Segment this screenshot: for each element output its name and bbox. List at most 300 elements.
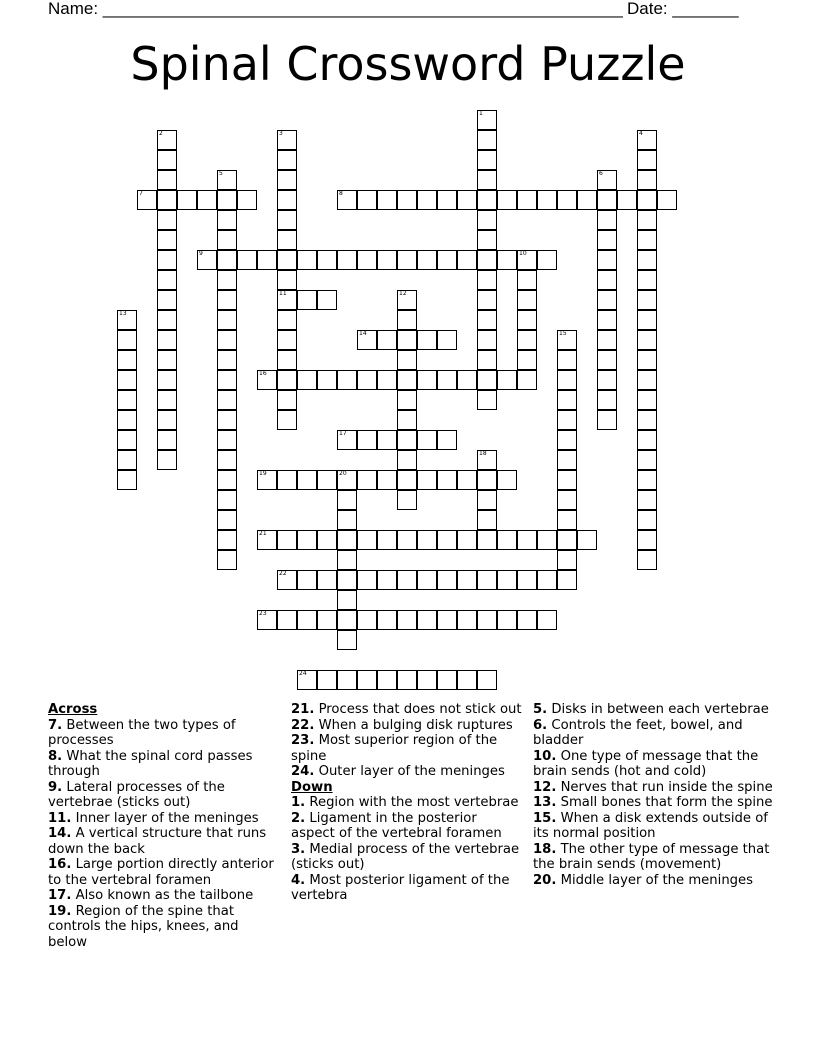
grid-cell[interactable] — [477, 130, 497, 150]
grid-cell[interactable] — [537, 250, 557, 270]
grid-cell[interactable] — [297, 250, 317, 270]
clue-number: 20 — [339, 470, 347, 477]
grid-cell[interactable] — [157, 190, 177, 210]
grid-cell[interactable] — [317, 470, 337, 490]
grid-cell[interactable] — [117, 310, 137, 330]
grid-cell[interactable] — [477, 110, 497, 130]
grid-cell[interactable] — [297, 290, 317, 310]
grid-cell[interactable] — [357, 670, 377, 690]
grid-cell[interactable] — [497, 470, 517, 490]
grid-cell[interactable] — [157, 210, 177, 230]
grid-cell[interactable] — [537, 190, 557, 210]
grid-cell[interactable] — [637, 490, 657, 510]
grid-cell[interactable] — [217, 230, 237, 250]
grid-cell[interactable] — [557, 330, 577, 350]
grid-cell[interactable] — [477, 470, 497, 490]
grid-cell[interactable] — [377, 670, 397, 690]
grid-cell[interactable] — [337, 570, 357, 590]
grid-cell[interactable] — [637, 530, 657, 550]
grid-cell[interactable] — [117, 430, 137, 450]
grid-cell[interactable] — [637, 410, 657, 430]
grid-cell[interactable] — [557, 570, 577, 590]
grid-cell[interactable] — [557, 450, 577, 470]
clue-number: 12 — [399, 290, 407, 297]
grid-cell[interactable] — [517, 330, 537, 350]
grid-cell[interactable] — [217, 210, 237, 230]
grid-cell[interactable] — [637, 550, 657, 570]
grid-cell[interactable] — [357, 190, 377, 210]
grid-cell[interactable] — [317, 370, 337, 390]
grid-cell[interactable] — [257, 370, 277, 390]
down-clue — [533, 811, 773, 842]
grid-cell[interactable] — [557, 190, 577, 210]
grid-cell[interactable] — [337, 590, 357, 610]
grid-cell[interactable] — [277, 290, 297, 310]
clue-text: Region of the spine that controls the hips, knees, and below — [48, 903, 239, 950]
grid-cell[interactable] — [437, 330, 457, 350]
grid-cell[interactable] — [217, 390, 237, 410]
grid-cell[interactable] — [517, 250, 537, 270]
grid-cell[interactable] — [357, 530, 377, 550]
grid-cell[interactable] — [397, 450, 417, 470]
grid-cell[interactable] — [397, 470, 417, 490]
grid-cell[interactable] — [377, 610, 397, 630]
grid-cell[interactable] — [437, 570, 457, 590]
grid-cell[interactable] — [437, 530, 457, 550]
grid-cell[interactable] — [377, 370, 397, 390]
grid-cell[interactable] — [437, 250, 457, 270]
grid-cell[interactable] — [477, 270, 497, 290]
grid-cell[interactable] — [277, 330, 297, 350]
grid-cell[interactable] — [277, 610, 297, 630]
grid-cell[interactable] — [217, 370, 237, 390]
grid-cell[interactable] — [217, 490, 237, 510]
grid-cell[interactable] — [397, 350, 417, 370]
grid-cell[interactable] — [397, 310, 417, 330]
grid-cell[interactable] — [377, 250, 397, 270]
grid-cell[interactable] — [397, 410, 417, 430]
grid-cell[interactable] — [157, 430, 177, 450]
grid-cell[interactable] — [257, 470, 277, 490]
grid-cell[interactable] — [217, 290, 237, 310]
date-field-label[interactable]: Date: _______ — [627, 0, 739, 18]
grid-cell[interactable] — [377, 470, 397, 490]
grid-cell[interactable] — [317, 250, 337, 270]
clue-number: 24 — [299, 670, 307, 677]
grid-cell[interactable] — [457, 370, 477, 390]
grid-cell[interactable] — [477, 350, 497, 370]
grid-cell[interactable] — [397, 390, 417, 410]
grid-cell[interactable] — [497, 250, 517, 270]
down-clue — [533, 780, 773, 796]
grid-cell[interactable] — [337, 630, 357, 650]
grid-cell[interactable] — [277, 310, 297, 330]
grid-cell[interactable] — [637, 170, 657, 190]
grid-cell[interactable] — [277, 410, 297, 430]
grid-cell[interactable] — [557, 470, 577, 490]
grid-cell[interactable] — [217, 170, 237, 190]
grid-cell[interactable] — [217, 450, 237, 470]
grid-cell[interactable] — [337, 510, 357, 530]
grid-cell[interactable] — [257, 250, 277, 270]
grid-cell[interactable] — [597, 210, 617, 230]
across-clue-list — [48, 718, 280, 951]
grid-cell[interactable] — [157, 150, 177, 170]
grid-cell[interactable] — [597, 310, 617, 330]
grid-cell[interactable] — [457, 570, 477, 590]
grid-cell[interactable] — [477, 530, 497, 550]
grid-cell[interactable] — [457, 250, 477, 270]
grid-cell[interactable] — [457, 610, 477, 630]
grid-cell[interactable] — [497, 570, 517, 590]
grid-cell[interactable] — [277, 530, 297, 550]
grid-cell[interactable] — [357, 470, 377, 490]
grid-cell[interactable] — [337, 370, 357, 390]
grid-cell[interactable] — [517, 370, 537, 390]
grid-cell[interactable] — [637, 390, 657, 410]
grid-cell[interactable] — [237, 190, 257, 210]
clue-number: 16. — [48, 857, 72, 872]
grid-cell[interactable] — [557, 350, 577, 370]
grid-cell[interactable] — [277, 350, 297, 370]
grid-cell[interactable] — [297, 530, 317, 550]
grid-cell[interactable] — [517, 310, 537, 330]
grid-cell[interactable] — [217, 190, 237, 210]
across-heading: Across — [48, 702, 98, 717]
down-clue-list-continued — [533, 702, 773, 888]
grid-cell[interactable] — [557, 430, 577, 450]
grid-cell[interactable] — [477, 150, 497, 170]
grid-cell[interactable] — [637, 150, 657, 170]
grid-cell[interactable] — [197, 190, 217, 210]
grid-cell[interactable] — [157, 290, 177, 310]
grid-cell[interactable] — [597, 290, 617, 310]
grid-cell[interactable] — [157, 130, 177, 150]
grid-cell[interactable] — [397, 290, 417, 310]
grid-cell[interactable] — [437, 430, 457, 450]
clue-number: 8. — [48, 748, 63, 764]
grid-cell[interactable] — [397, 570, 417, 590]
grid-cell[interactable] — [337, 530, 357, 550]
grid-cell[interactable] — [517, 190, 537, 210]
grid-cell[interactable] — [497, 190, 517, 210]
grid-cell[interactable] — [137, 190, 157, 210]
name-field-label[interactable]: Name: _______________________________________________________ — [48, 0, 623, 18]
grid-cell[interactable] — [357, 370, 377, 390]
grid-cell[interactable] — [517, 570, 537, 590]
grid-cell[interactable] — [417, 250, 437, 270]
grid-cell[interactable] — [577, 190, 597, 210]
grid-cell[interactable] — [637, 290, 657, 310]
grid-cell[interactable] — [557, 490, 577, 510]
grid-cell[interactable] — [517, 530, 537, 550]
grid-cell[interactable] — [417, 370, 437, 390]
grid-cell[interactable] — [397, 370, 417, 390]
grid-cell[interactable] — [337, 490, 357, 510]
grid-cell[interactable] — [377, 190, 397, 210]
clue-text: Medial process of the vertebrae (sticks out) — [291, 841, 520, 872]
grid-cell[interactable] — [277, 370, 297, 390]
clue-text: A vertical structure that runs down the back — [48, 826, 267, 857]
grid-cell[interactable] — [357, 570, 377, 590]
grid-cell[interactable] — [437, 470, 457, 490]
grid-cell[interactable] — [597, 230, 617, 250]
grid-cell[interactable] — [557, 550, 577, 570]
grid-cell[interactable] — [477, 490, 497, 510]
clue-number: 7 — [139, 190, 143, 197]
grid-cell[interactable] — [337, 430, 357, 450]
grid-cell[interactable] — [597, 390, 617, 410]
grid-cell[interactable] — [277, 210, 297, 230]
grid-cell[interactable] — [157, 270, 177, 290]
clue-number: 18 — [479, 450, 487, 457]
grid-cell[interactable] — [417, 430, 437, 450]
grid-cell[interactable] — [397, 530, 417, 550]
grid-cell[interactable] — [457, 470, 477, 490]
grid-cell[interactable] — [557, 410, 577, 430]
grid-cell[interactable] — [637, 270, 657, 290]
grid-cell[interactable] — [377, 570, 397, 590]
grid-cell[interactable] — [117, 390, 137, 410]
grid-cell[interactable] — [557, 530, 577, 550]
grid-cell[interactable] — [157, 230, 177, 250]
grid-cell[interactable] — [117, 330, 137, 350]
grid-cell[interactable] — [217, 330, 237, 350]
grid-cell[interactable] — [377, 330, 397, 350]
grid-cell[interactable] — [497, 530, 517, 550]
grid-cell[interactable] — [337, 610, 357, 630]
grid-cell[interactable] — [537, 530, 557, 550]
clue-text: Inner layer of the meninges — [71, 810, 259, 826]
grid-cell[interactable] — [557, 390, 577, 410]
grid-cell[interactable] — [417, 330, 437, 350]
grid-cell[interactable] — [197, 250, 217, 270]
grid-cell[interactable] — [157, 410, 177, 430]
grid-cell[interactable] — [597, 370, 617, 390]
grid-cell[interactable] — [637, 510, 657, 530]
grid-cell[interactable] — [477, 390, 497, 410]
grid-cell[interactable] — [417, 530, 437, 550]
grid-cell[interactable] — [317, 670, 337, 690]
grid-cell[interactable] — [637, 250, 657, 270]
grid-cell[interactable] — [257, 610, 277, 630]
grid-cell[interactable] — [317, 570, 337, 590]
grid-cell[interactable] — [217, 310, 237, 330]
grid-cell[interactable] — [417, 470, 437, 490]
grid-cell[interactable] — [597, 330, 617, 350]
grid-cell[interactable] — [597, 350, 617, 370]
grid-cell[interactable] — [457, 190, 477, 210]
grid-cell[interactable] — [177, 190, 197, 210]
clue-text: Nerves that run inside the spine — [556, 779, 773, 795]
grid-cell[interactable] — [157, 370, 177, 390]
grid-cell[interactable] — [637, 230, 657, 250]
grid-cell[interactable] — [537, 570, 557, 590]
grid-cell[interactable] — [477, 170, 497, 190]
grid-cell[interactable] — [277, 270, 297, 290]
grid-cell[interactable] — [257, 530, 277, 550]
grid-cell[interactable] — [157, 310, 177, 330]
clue-number: 20. — [533, 872, 557, 888]
grid-cell[interactable] — [477, 330, 497, 350]
grid-cell[interactable] — [217, 470, 237, 490]
grid-cell[interactable] — [157, 350, 177, 370]
grid-cell[interactable] — [337, 470, 357, 490]
grid-cell[interactable] — [297, 670, 317, 690]
grid-cell[interactable] — [217, 410, 237, 430]
grid-cell[interactable] — [277, 150, 297, 170]
grid-cell[interactable] — [637, 430, 657, 450]
grid-cell[interactable] — [477, 190, 497, 210]
grid-cell[interactable] — [437, 190, 457, 210]
grid-cell[interactable] — [117, 370, 137, 390]
grid-cell[interactable] — [477, 210, 497, 230]
grid-cell[interactable] — [237, 250, 257, 270]
grid-cell[interactable] — [477, 450, 497, 470]
grid-cell[interactable] — [217, 510, 237, 530]
grid-cell[interactable] — [477, 230, 497, 250]
across-clue — [291, 764, 523, 780]
grid-cell[interactable] — [597, 410, 617, 430]
grid-cell[interactable] — [597, 190, 617, 210]
grid-cell[interactable] — [157, 330, 177, 350]
grid-cell[interactable] — [297, 470, 317, 490]
grid-cell[interactable] — [277, 250, 297, 270]
grid-cell[interactable] — [517, 350, 537, 370]
grid-cell[interactable] — [637, 470, 657, 490]
grid-cell[interactable] — [277, 130, 297, 150]
grid-cell[interactable] — [217, 350, 237, 370]
grid-cell[interactable] — [637, 350, 657, 370]
grid-cell[interactable] — [317, 530, 337, 550]
grid-cell[interactable] — [377, 430, 397, 450]
grid-cell[interactable] — [397, 430, 417, 450]
grid-cell[interactable] — [597, 270, 617, 290]
grid-cell[interactable] — [517, 610, 537, 630]
grid-cell[interactable] — [217, 430, 237, 450]
grid-cell[interactable] — [357, 330, 377, 350]
grid-cell[interactable] — [477, 510, 497, 530]
grid-cell[interactable] — [637, 310, 657, 330]
grid-cell[interactable] — [477, 370, 497, 390]
grid-cell[interactable] — [637, 190, 657, 210]
grid-cell[interactable] — [117, 410, 137, 430]
grid-cell[interactable] — [637, 330, 657, 350]
grid-cell[interactable] — [517, 290, 537, 310]
grid-cell[interactable] — [217, 270, 237, 290]
grid-cell[interactable] — [157, 390, 177, 410]
grid-cell[interactable] — [277, 230, 297, 250]
grid-cell[interactable] — [317, 610, 337, 630]
grid-cell[interactable] — [157, 250, 177, 270]
grid-cell[interactable] — [377, 530, 397, 550]
grid-cell[interactable] — [437, 610, 457, 630]
clue-text: When a bulging disk ruptures — [314, 717, 513, 733]
grid-cell[interactable] — [397, 610, 417, 630]
grid-cell[interactable] — [277, 570, 297, 590]
grid-cell[interactable] — [557, 510, 577, 530]
grid-cell[interactable] — [297, 610, 317, 630]
clue-text: Between the two types of processes — [48, 717, 236, 748]
grid-cell[interactable] — [597, 250, 617, 270]
clue-number: 17 — [339, 430, 347, 437]
clue-text: Large portion directly anterior to the vertebral foramen — [48, 857, 274, 888]
grid-cell[interactable] — [337, 550, 357, 570]
grid-cell[interactable] — [577, 530, 597, 550]
grid-cell[interactable] — [417, 610, 437, 630]
grid-cell[interactable] — [477, 250, 497, 270]
grid-cell[interactable] — [477, 610, 497, 630]
grid-cell[interactable] — [557, 370, 577, 390]
grid-cell[interactable] — [417, 570, 437, 590]
grid-cell[interactable] — [297, 370, 317, 390]
grid-cell[interactable] — [537, 610, 557, 630]
grid-cell[interactable] — [117, 450, 137, 470]
grid-cell[interactable] — [357, 250, 377, 270]
grid-cell[interactable] — [397, 190, 417, 210]
grid-cell[interactable] — [457, 530, 477, 550]
grid-cell[interactable] — [617, 190, 637, 210]
down-clue — [533, 749, 773, 780]
grid-cell[interactable] — [477, 310, 497, 330]
grid-cell[interactable] — [297, 570, 317, 590]
grid-cell[interactable] — [477, 670, 497, 690]
grid-cell[interactable] — [637, 450, 657, 470]
grid-cell[interactable] — [117, 350, 137, 370]
grid-cell[interactable] — [477, 290, 497, 310]
grid-cell[interactable] — [497, 610, 517, 630]
grid-cell[interactable] — [277, 390, 297, 410]
grid-cell[interactable] — [457, 670, 477, 690]
grid-cell[interactable] — [217, 550, 237, 570]
grid-cell[interactable] — [277, 470, 297, 490]
clue-number: 5 — [219, 170, 223, 177]
grid-cell[interactable] — [417, 190, 437, 210]
grid-cell[interactable] — [397, 670, 417, 690]
grid-cell[interactable] — [637, 210, 657, 230]
grid-cell[interactable] — [277, 190, 297, 210]
grid-cell[interactable] — [417, 670, 437, 690]
grid-cell[interactable] — [117, 470, 137, 490]
grid-cell[interactable] — [337, 670, 357, 690]
grid-cell[interactable] — [157, 450, 177, 470]
grid-cell[interactable] — [437, 670, 457, 690]
grid-cell[interactable] — [637, 370, 657, 390]
grid-cell[interactable] — [357, 610, 377, 630]
down-clue — [291, 873, 523, 904]
clue-number: 22 — [279, 570, 287, 577]
grid-cell[interactable] — [397, 330, 417, 350]
grid-cell[interactable] — [357, 430, 377, 450]
grid-cell[interactable] — [217, 250, 237, 270]
grid-cell[interactable] — [637, 130, 657, 150]
grid-cell[interactable] — [317, 290, 337, 310]
grid-cell[interactable] — [397, 250, 417, 270]
grid-cell[interactable] — [217, 530, 237, 550]
grid-cell[interactable] — [157, 170, 177, 190]
grid-cell[interactable] — [337, 190, 357, 210]
grid-cell[interactable] — [437, 370, 457, 390]
clue-number: 14 — [359, 330, 367, 337]
grid-cell[interactable] — [497, 370, 517, 390]
grid-cell[interactable] — [657, 190, 677, 210]
grid-cell[interactable] — [517, 270, 537, 290]
grid-cell[interactable] — [597, 170, 617, 190]
grid-cell[interactable] — [337, 250, 357, 270]
grid-cell[interactable] — [477, 570, 497, 590]
grid-cell[interactable] — [277, 170, 297, 190]
grid-cell[interactable] — [397, 490, 417, 510]
